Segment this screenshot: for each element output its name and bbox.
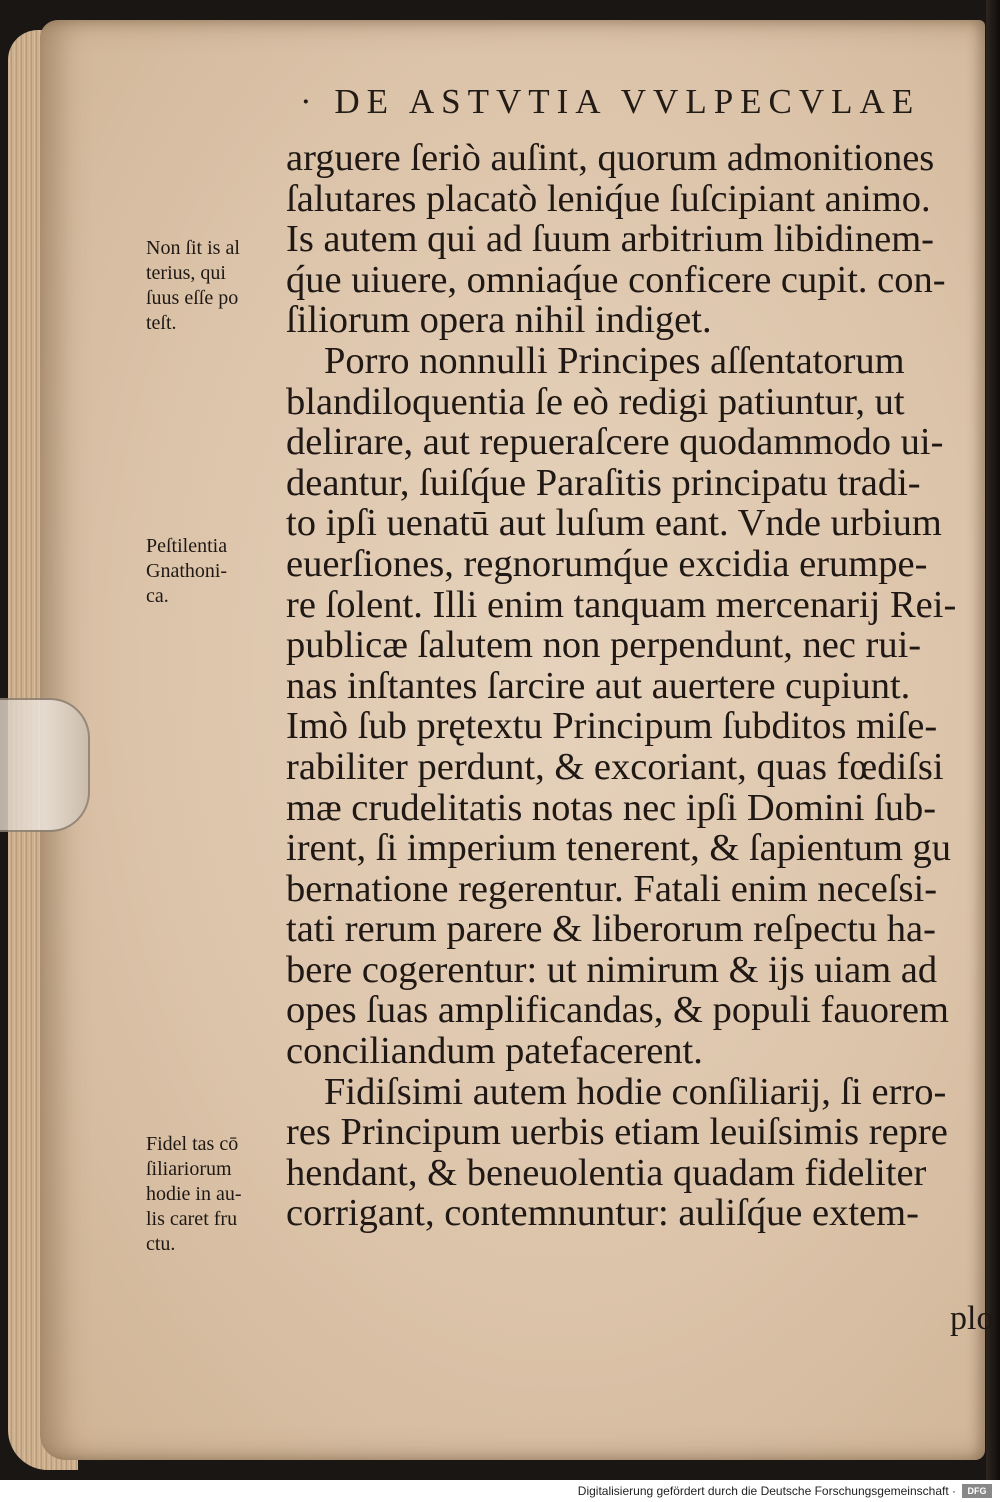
margin-note-line: Peſtilentia (146, 535, 228, 557)
margin-note-line: ctu. (146, 1233, 176, 1255)
body-line: re ſolent. Illi enim tanquam mercenarij Rei- (286, 583, 957, 626)
margin-note-line: teſt. (146, 312, 177, 334)
body-line: corrigant, contemnuntur: auliſq́ue extem- (286, 1192, 919, 1235)
catchword: plo (950, 1300, 994, 1337)
body-line: Porro nonnulli Principes aſſentatorum (324, 339, 905, 382)
body-line: to ipſi uenatū aut luſum eant. Vnde urbium (286, 502, 942, 545)
body-line: arguere ſeriò auſint, quorum admonitiones (286, 137, 935, 179)
body-line: euerſiones, regnorumq́ue excidia erumpe- (286, 542, 928, 585)
binding-shadow (986, 0, 1000, 1480)
margin-note-line: ca. (146, 585, 169, 607)
margin-note-line: Fidel tas cō (146, 1133, 239, 1155)
margin-note-line: Non ſit is al (146, 237, 240, 259)
footer-bar (0, 1480, 1000, 1502)
page-clip (0, 698, 90, 832)
margin-note-line: hodie in au- (146, 1183, 242, 1205)
body-line: publicæ ſalutem non perpendunt, nec rui- (286, 624, 922, 667)
body-line: ſiliorum opera nihil indiget. (286, 299, 712, 342)
body-line: bernatione regerentur. Fatali enim neceſsi- (286, 867, 938, 910)
margin-note (146, 534, 278, 609)
margin-note-line: ſiliariorum (146, 1158, 232, 1180)
body-line: blandiloquentia ſe eò redigi patiuntur, ut (286, 380, 905, 423)
margin-note (146, 236, 278, 336)
dfg-logo: DFG (962, 1484, 992, 1498)
body-line: opes ſuas amplificandas, & populi fauorem (286, 989, 949, 1032)
body-line: irent, ſi imperium tenerent, & ſapientum gu (286, 827, 952, 870)
body-line: res Principum uerbis etiam leuiſsimis repre (286, 1111, 948, 1154)
body-line: conciliandum patefacerent. (286, 1030, 703, 1073)
body-line: delirare, aut repueraſcere quodammodo ui- (286, 421, 944, 464)
body-line: hendant, & beneuolentia quadam fideliter (286, 1151, 927, 1194)
body-text (286, 138, 976, 1234)
body-line: ſalutares placatò leniq́ue ſuſcipiant animo. (286, 177, 931, 220)
body-line: bere cogerentur: ut nimirum & ijs uiam ad (286, 948, 938, 991)
body-line: nas inſtantes ſarcire aut auertere cupiunt. (286, 664, 911, 707)
body-line: Fidiſsimi autem hodie conſiliarij, ſi erro- (324, 1070, 947, 1113)
body-line: tati rerum parere & liberorum reſpectu ha- (286, 908, 936, 951)
margin-note-line: ſuus eſſe po (146, 287, 239, 309)
footer-credit: Digitalisierung gefördert durch die Deutsche Forschungsgemeinschaft · (577, 1484, 956, 1498)
body-line: q́ue uiuere, omniaq́ue conficere cupit. con- (286, 258, 946, 301)
running-head: · DE ASTVTIA VVLPECVLAE (300, 82, 921, 121)
margin-note (146, 1132, 278, 1257)
margin-note-line: terius, qui (146, 262, 226, 284)
margin-note-line: Gnathoni- (146, 560, 228, 582)
body-line: mæ crudelitatis notas nec ipſi Domini ſub- (286, 786, 937, 829)
body-line: deantur, ſuiſq́ue Paraſitis principatu tradi- (286, 461, 921, 504)
margin-note-line: lis caret fru (146, 1208, 238, 1230)
body-line: rabiliter perdunt, & excoriant, quas fœdiſsi (286, 745, 944, 788)
body-line: Imò ſub prętextu Principum ſubditos miſe- (286, 705, 938, 748)
body-line: Is autem qui ad ſuum arbitrium libidinem- (286, 218, 934, 261)
